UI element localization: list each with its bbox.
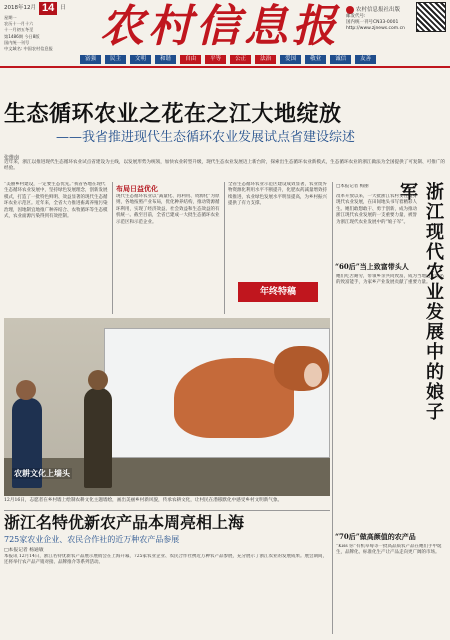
issue-line: 中文域名: 中国农村信息报 [4,46,53,52]
slogan: 法治 [255,55,276,64]
right-article-60s: 她们吃苦耐劳，带领乡亲共同致富，成为当地远近闻名的致富能手，为家乡产业发展贡献了重要力量。 [336,274,444,286]
issue-line: 第1486期 今日8版 [4,33,40,39]
publisher-line: 邮发代号: [346,14,366,19]
right-vertical-title[interactable]: 浙江现代农业发展中的娘子军 [397,182,444,422]
right-article-intro: 改革开放以来，一大批浙江农村女性投身现代农业发展，在田间地头书写着精彩人生。她们敢想敢干、勇于创新，成为推动浙江现代农业发展的一支重要力量，被誉为浙江现代农业发展中的“娘子军”。 [336,194,417,225]
main-headline[interactable]: 生态循环农业之花在之江大地绽放 [4,101,342,127]
main-lead: 近年来，浙江以推进现代生态循环农业试点省建设为主线，以发展形势为统领，加快农业转型升级，现代生态农业发展迈上新台阶，探索出生态循环农业新模式，生态循环农业的浙江做法为全国提供了可复制、可推广的经验。 [4,160,446,172]
right-article-70s: “Kiss 你”有机草莓等一批高品质农产品在她们手中诞生，品牌化、标准化生产让产品走向更广阔的市场。 [336,544,442,556]
photo-caption: 12月16日，志愿者在乡村墙上绘制农耕文化主题墙绘，画出美丽乡村新风貌，传承农耕文化，让村民在潜移默化中感受乡村文明新气象。 [4,498,283,503]
mural-cow-face [304,363,322,387]
issue-line: 国内统一刊号 [4,39,30,45]
column-divider [332,182,333,634]
section-heading: 布局日益优化 [116,184,158,193]
slogan: 公正 [230,55,251,64]
publisher-name: 农村信息报社出版 [356,7,401,13]
bottom-headline[interactable]: 浙江名特优新农产品本周亮相上海 [4,513,245,532]
slogan: 爱国 [280,55,301,64]
issue-date-row [4,2,92,15]
bottom-article: 本报讯 12月14日，浙江名特优新农产品展示展销会在上海开幕，725家农业企业、农民合作社携近万种农产品参展，充分展示了浙江农业的发展成果。展会期间，还将举行农产品产销对接、品牌推介等系列活动。 [4,554,327,566]
issue-line: 十一月初五冬至 [4,27,34,33]
publisher-line: http://www.zjnews.com.cn [346,26,405,31]
column-divider [112,182,113,314]
core-values-slogans [80,54,420,64]
column-divider [224,182,225,314]
publisher-logo-icon [346,6,354,14]
slogan: 和谐 [155,55,176,64]
slogan: 诚信 [330,55,351,64]
slogan: 自由 [180,55,201,64]
photo-person-head [16,380,36,400]
photo-label: 农耕文化上墙头 [14,468,70,478]
issue-line: 星期一 [4,15,17,20]
article-column-2: 现代生态循环农业以“减量化、再利用、资源化”为原则，各地按照产业布局，优化种养结构，推动资源循环利用，实现了经济效益、社会效益和生态效益的有机统一。截至目前，全省已建成一大批生态循环农业示范区和示范企业。 [116,194,220,225]
main-byline: 张维南 [4,155,20,161]
slogan: 平等 [205,55,226,64]
newspaper-title: 农村信息报 [100,1,340,52]
issue-line: 农历十一月十六 [4,21,34,27]
slogan: 富强 [80,55,101,64]
slogan: 民主 [105,55,126,64]
publisher-line: 国内统一刊号CN33-0001 [346,20,399,25]
page-number: 14 [39,2,57,15]
bottom-byline: □本报记者 杨通敏 [4,548,44,553]
right-subheading-70s: “70后”做高颜值的农产品 [335,532,416,541]
photo-person-head [88,370,108,390]
slogan: 文明 [130,55,151,64]
slogan: 敬业 [305,55,326,64]
qr-code-icon [416,2,446,32]
main-subheadline: ——我省推进现代生态循环农业发展试点省建设综述 [56,130,356,145]
right-subheading-60s: “60后”当上致富带头人 [335,262,409,271]
page-word: 日 [60,5,66,12]
issue-date: 2018年12月 [4,5,36,12]
right-byline: □本报记者 梅丽 [336,184,369,189]
slogan: 友善 [355,55,376,64]
masthead-rule [0,66,450,68]
section-divider [4,510,330,511]
photo-person [84,388,112,488]
masthead-issue-info [4,2,92,52]
news-photo[interactable] [4,318,330,496]
article-column-3: 全省生态循环农业示范区建设成效显著，农业废弃物资源化利用水平不断提升，化肥农药减量增效持续推进，农业绿色发展水平明显提高，为乡村振兴提供了有力支撑。 [228,182,327,207]
article-column-1: “美丽乡村建设，一定要生态优先。”我省各地在现代生态循环农业发展中，坚持绿色发展理念，创新发展模式，打造了一批特色鲜明、效益显著的现代生态循环农业示范区。近年来，全省大力推进畜禽养殖污染治理，因地制宜地推广种养结合、农牧循环等生态模式，农业面源污染得到有效控制。 [4,182,108,220]
bottom-subheadline: 725家农业企业、农民合作社的近万种农产品参展 [4,535,180,544]
year-end-special-badge: 年终特稿 [238,282,318,302]
